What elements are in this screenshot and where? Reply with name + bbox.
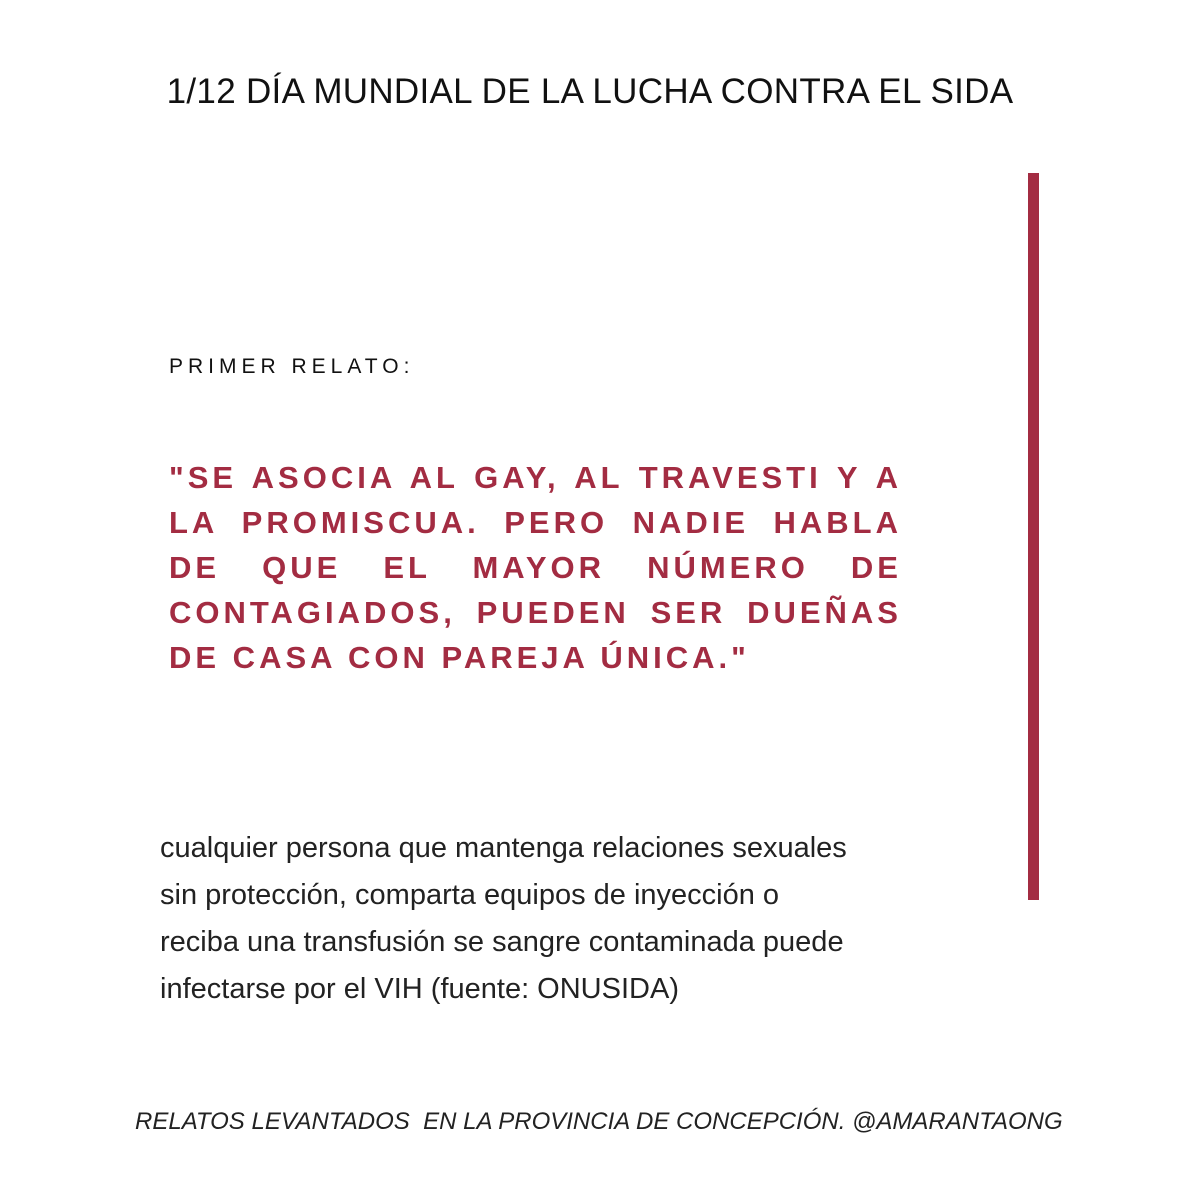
info-line: sin protección, comparta equipos de inyección o — [160, 879, 780, 911]
accent-bar — [1028, 173, 1039, 900]
story-quote: "SE ASOCIA AL GAY, AL TRAVESTI Y A LA PROMISCUA. PERO NADIE HABLA DE QUE EL MAYOR NÚMERO DE CONTAGIADOS, PUEDEN SER DUEÑAS DE CASA CON PAREJA ÚNICA." — [169, 460, 902, 675]
info-paragraph — [160, 825, 1000, 1013]
footer-credit: RELATOS LEVANTADOS EN LA PROVINCIA DE CONCEPCIÓN. @AMARANTAONG — [135, 1108, 1063, 1135]
info-line: reciba una transfusión se sangre contaminada puede — [160, 926, 844, 958]
info-line: cualquier persona que mantenga relaciones sexuales — [160, 832, 847, 864]
story-label: PRIMER RELATO: — [169, 355, 415, 378]
page-title: 1/12 DÍA MUNDIAL DE LA LUCHA CONTRA EL SIDA — [166, 72, 1014, 111]
info-line: infectarse por el VIH (fuente: ONUSIDA) — [160, 973, 679, 1005]
